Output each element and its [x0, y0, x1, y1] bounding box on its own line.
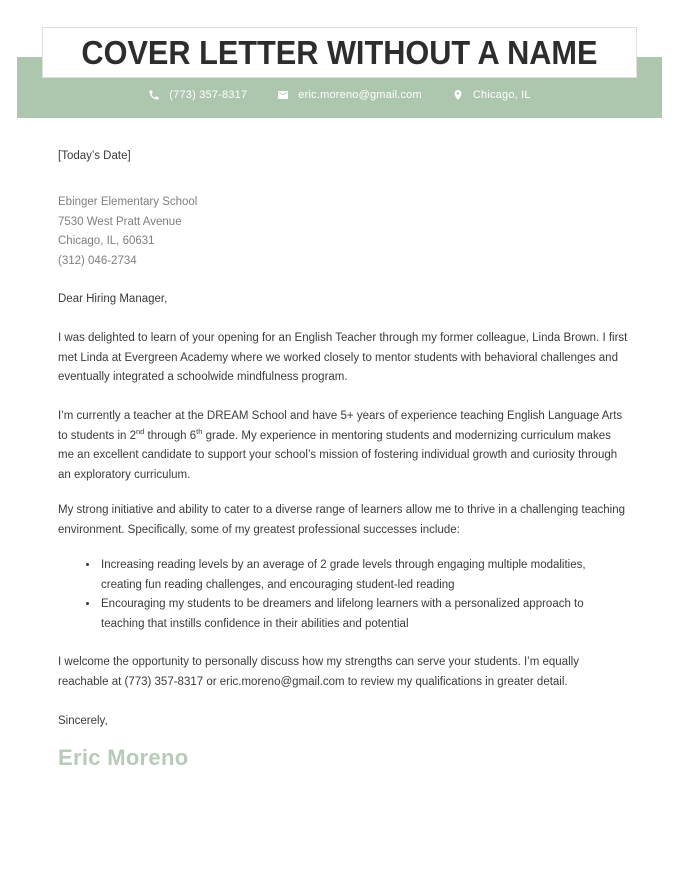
signoff: Sincerely,	[58, 715, 108, 727]
page-title: COVER LETTER WITHOUT A NAME	[81, 33, 598, 71]
contact-location	[452, 89, 531, 101]
paragraph-intro: I was delighted to learn of your opening for an English Teacher through my former colleague, Linda Brown. I first met Linda at Evergreen Academy where we worked closely to mentor students with behavioral challenges and eventually integrated a schoolwide mindfulness program.	[58, 332, 628, 384]
date-placeholder: [Today’s Date]	[58, 150, 131, 162]
location-text: Chicago, IL	[472, 89, 531, 101]
contact-row	[17, 89, 662, 101]
letter-body	[58, 0, 628, 880]
recipient-name: Ebinger Elementary School	[58, 196, 198, 208]
salutation: Dear Hiring Manager,	[58, 293, 168, 305]
paragraph-experience-text: through 6	[144, 429, 197, 442]
paragraph-experience	[58, 407, 628, 485]
recipient-phone: (312) 046-2734	[58, 254, 137, 267]
ordinal-superscript: th	[196, 426, 203, 436]
phone-number: (773) 357-8317	[169, 89, 248, 101]
recipient-block	[58, 193, 628, 271]
contact-phone	[148, 89, 247, 101]
location-pin-icon	[452, 89, 464, 101]
signature-name: Eric Moreno	[58, 745, 189, 770]
recipient-street: 7530 West Pratt Avenue	[58, 215, 182, 228]
paragraph-experience-text: I’m currently a teacher at the DREAM School and have 5+ years of experience teaching English Language Arts to students in 2	[58, 410, 623, 442]
paragraph-experience-text: grade. My experience in mentoring students and modernizing curriculum makes me an excellent candidate to support your school’s mission of fostering individual growth and curiosity through an exploratory curriculum.	[58, 429, 618, 481]
recipient-city: Chicago, IL, 60631	[58, 235, 155, 248]
closing-paragraph: I welcome the opportunity to personally discuss how my strengths can serve your students. I’m equally reachable at (773) 357-8317 or eric.moreno@gmail.com to review my qualifications in greater detail.	[58, 656, 579, 688]
contact-email	[277, 89, 422, 101]
paragraph-successes: My strong initiative and ability to cater to a diverse range of learners allow me to thrive in a challenging teaching environment. Specifically, some of my greatest professional successes include:	[58, 504, 625, 536]
list-item: • Encouraging my students to be dreamers and lifelong learners with a personalized approach to teaching that instills confidence in their abilities and potential	[99, 595, 628, 634]
email-address: eric.moreno@gmail.com	[298, 89, 422, 101]
phone-icon	[148, 89, 160, 101]
title-banner	[42, 27, 637, 78]
achievement-list	[58, 556, 628, 634]
ordinal-superscript: nd	[136, 426, 145, 436]
envelope-icon	[277, 89, 289, 101]
list-item: • Increasing reading levels by an average of 2 grade levels through engaging multiple modalities, creating fun reading challenges, and encouraging student-led reading	[99, 556, 628, 595]
